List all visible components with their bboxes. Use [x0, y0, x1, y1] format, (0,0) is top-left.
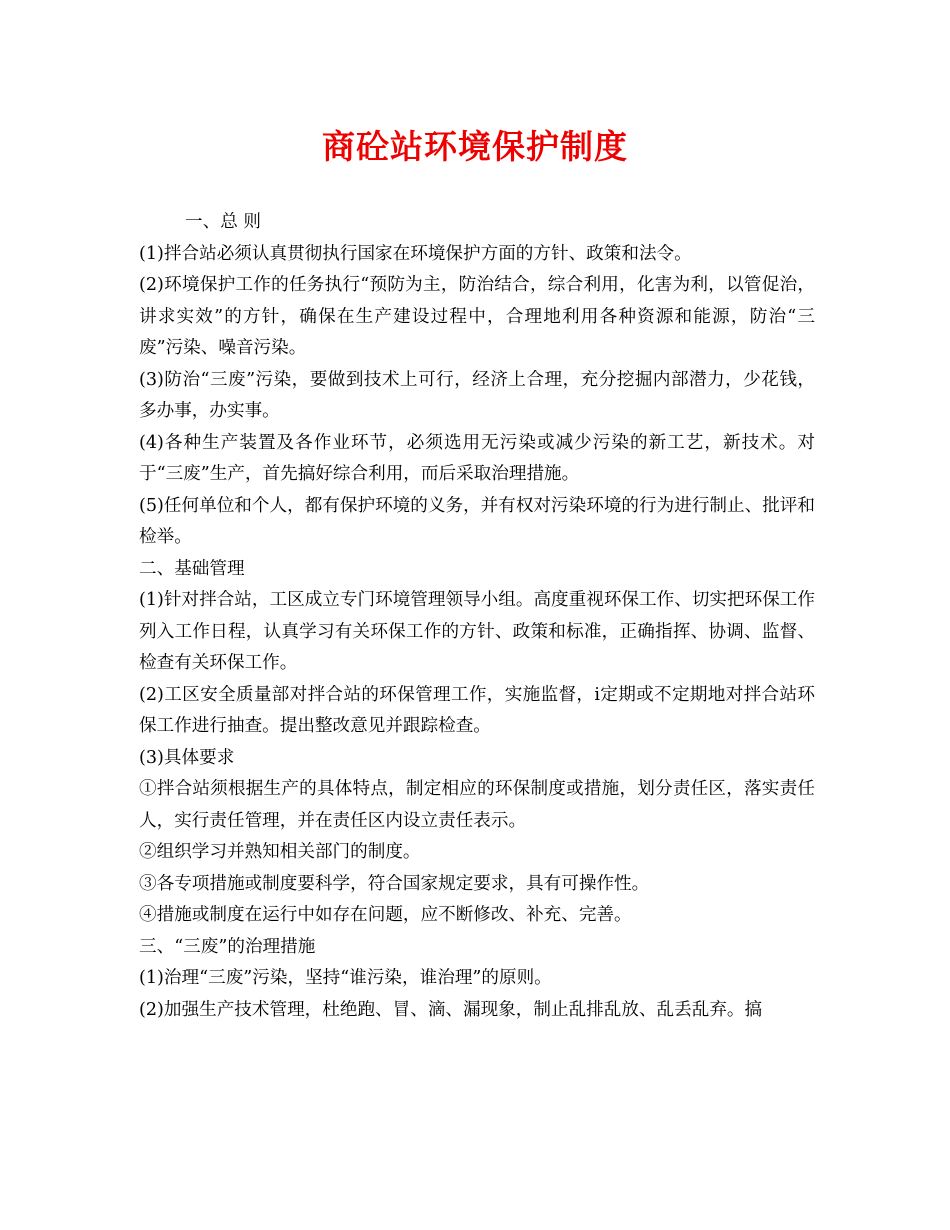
paragraph: ②组织学习并熟知相关部门的制度。 [139, 842, 421, 862]
section-heading-waste-treatment: 三、“三废”的治理措施 [139, 936, 316, 957]
document-title: 商砼站环境保护制度 [322, 127, 628, 166]
paragraph: (4)各种生产装置及各作业环节，必须选用无污染或减少污染的新工艺，新技术。对于“三废”生产，首先搞好综合利用，而后采取治理措施。 [139, 432, 815, 484]
paragraph: (2)工区安全质量部对拌合站的环保管理工作，实施监督，i定期或不定期地对拌合站环保工作进行抽查。提出整改意见并跟踪检查。 [139, 684, 815, 736]
paragraph: (1)拌合站必须认真贯彻执行国家在环境保护方面的方针、政策和法令。 [139, 243, 692, 264]
paragraph: ①拌合站须根据生产的具体特点，制定相应的环保制度或措施，划分责任区，落实责任人，实行责任管理，并在责任区内设立责任表示。 [139, 779, 815, 831]
paragraph: (3)具体要求 [139, 747, 235, 768]
paragraph: (1)治理“三废”污染，坚持“谁污染，谁治理”的原则。 [139, 968, 552, 988]
paragraph: ③各专项措施或制度要科学，符合国家规定要求，具有可操作性。 [139, 873, 650, 894]
paragraph: (1)针对拌合站，工区成立专门环境管理领导小组。高度重视环保工作、切实把环保工作列入工作日程，认真学习有关环保工作的方针、政策和标准，正确指挥、协调、监督、检查有关环保工作。 [139, 590, 815, 673]
paragraph: (2)环境保护工作的任务执行“预防为主，防治结合，综合利用，化害为利，以管促治，讲求实效”的方针，确保在生产建设过程中，合理地利用各种资源和能源，防治“三废”污染、噪音污染。 [139, 275, 815, 358]
paragraph: ④措施或制度在运行中如存在问题，应不断修改、补充、完善。 [139, 905, 632, 925]
paragraph: (5)任何单位和个人，都有保护环境的义务，并有权对污染环境的行为进行制止、批评和检举。 [139, 495, 815, 547]
section-heading-general: 一、总 则 [185, 212, 261, 232]
document-body [139, 207, 815, 1026]
paragraph: (2)加强生产技术管理，杜绝跑、冒、滴、漏现象，制止乱排乱放、乱丢乱弃。搞 [139, 999, 763, 1020]
paragraph: (3)防治“三废”污染，要做到技术上可行，经济上合理，充分挖掘内部潜力，少花钱，多办事，办实事。 [139, 369, 815, 421]
section-heading-basic-management: 二、基础管理 [139, 558, 245, 579]
